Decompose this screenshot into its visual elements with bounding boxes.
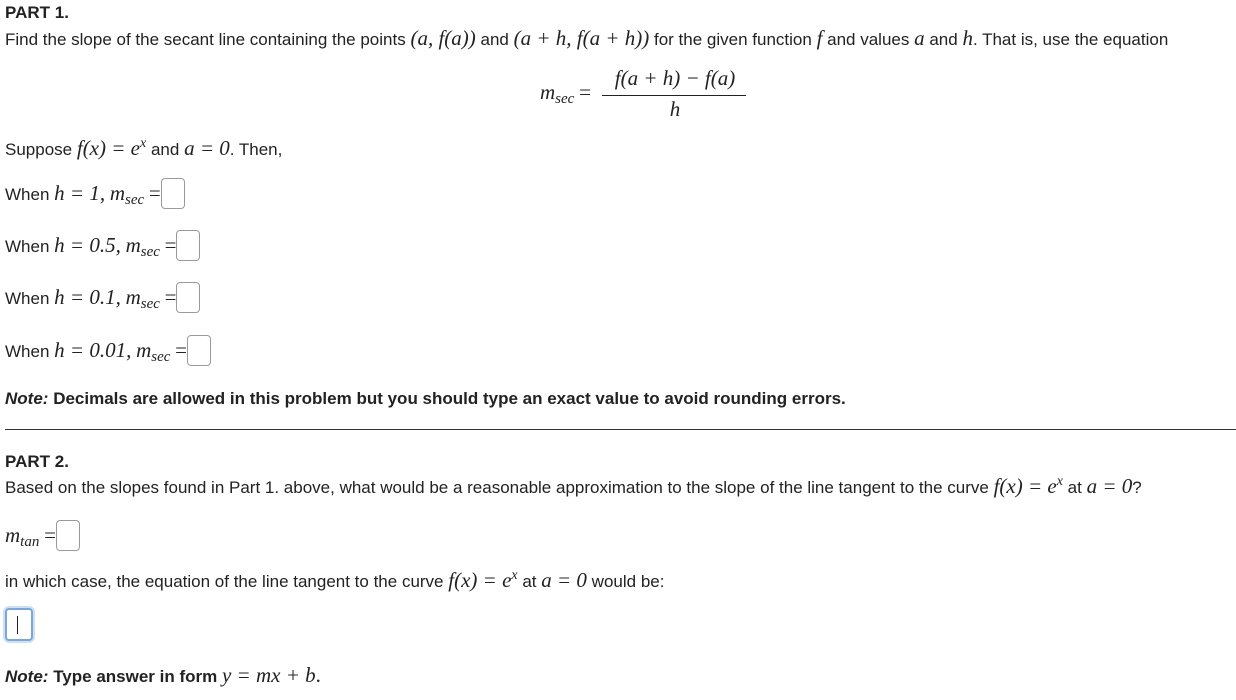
secant-formula	[540, 66, 746, 120]
part2-title: PART 2.	[5, 452, 69, 471]
part1-note: Note: Decimals are allowed in this problem but you should type an exact value to avoid rounding errors.	[5, 389, 846, 408]
part1-title: PART 1.	[5, 3, 69, 22]
part2-question: Based on the slopes found in Part 1. above, what would be a reasonable approximation to the slope of the line tangent to the curve $f(x) = e^x$ at a = 0?	[5, 474, 1142, 498]
answer-input-h001[interactable]	[187, 335, 211, 366]
fraction-bar	[602, 95, 746, 96]
row-h1: When h = 1, msec =	[5, 180, 185, 211]
row-h01: When h = 0.1, msec =	[5, 284, 200, 315]
answer-input-h05[interactable]	[176, 230, 200, 261]
part2-followup: in which case, the equation of the line tangent to the curve $f(x) = e^x$ at a = 0 would be:	[5, 568, 665, 592]
text-caret	[17, 616, 18, 634]
formula-numerator: f(a + h) − f(a)	[614, 66, 736, 90]
mtan-row: mtan =	[5, 522, 80, 553]
tangent-line-row	[5, 610, 33, 643]
section-divider	[5, 429, 1236, 430]
part1-instruction: Find the slope of the secant line containing the points (a, f(a)) and (a + h, f(a + h)) for the given function f and values a and h. That is, use the equation	[5, 26, 1169, 50]
row-h05: When h = 0.5, msec =	[5, 232, 200, 263]
formula-lhs: msec =	[540, 80, 591, 107]
row-h001: When h = 0.01, msec =	[5, 337, 211, 368]
tangent-equation-input[interactable]	[5, 608, 33, 641]
suppose-line: Suppose $f(x) = e^x$ and a = 0. Then,	[5, 136, 283, 160]
answer-input-h01[interactable]	[176, 282, 200, 313]
formula-denominator: h	[669, 97, 681, 121]
mtan-input[interactable]	[56, 520, 80, 551]
part2-note: Note: Type answer in form y = mx + b.	[5, 663, 321, 687]
answer-input-h1[interactable]	[161, 178, 185, 209]
